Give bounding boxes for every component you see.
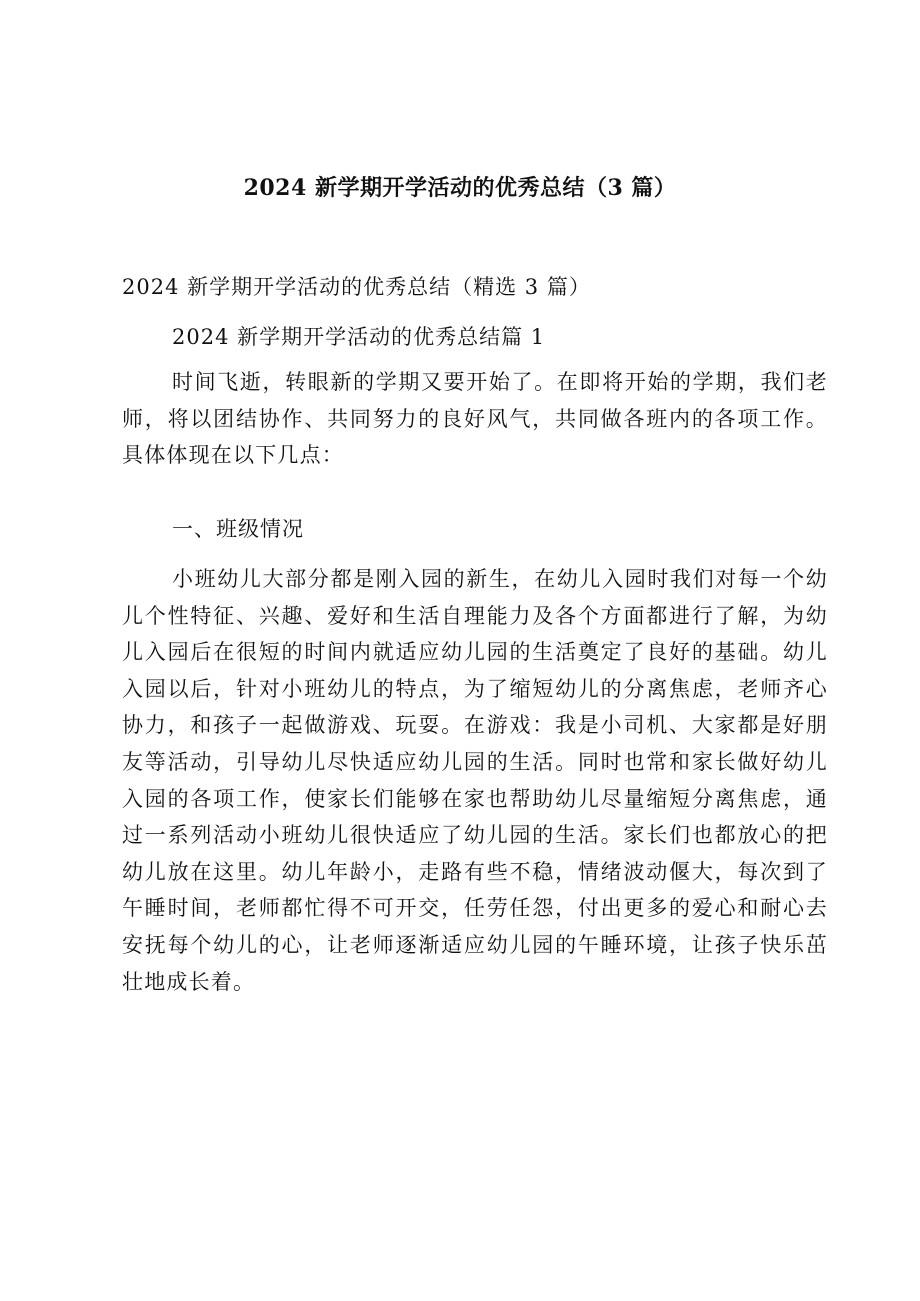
document-subtitle: 2024 新学期开学活动的优秀总结（精选 3 篇） [122,275,591,299]
intro-paragraph: 时间飞逝，转眼新的学期又要开始了。在即将开始的学期，我们老师，将以团结协作、共同努力的良好风气，共同做各班内的各项工作。具体体现在以下几点： [122,370,828,468]
subheading-class-situation: 一、班级情况 [172,517,304,541]
section-heading: 2024 新学期开学活动的优秀总结篇 1 [172,325,546,349]
document-title: 2024 新学期开学活动的优秀总结（3 篇） [243,175,677,201]
body-paragraph: 小班幼儿大部分都是刚入园的新生，在幼儿入园时我们对每一个幼儿个性特征、兴趣、爱好和生活自理能力及各个方面都进行了解，为幼儿入园后在很短的时间内就适应幼儿园的生活奠定了良好的基础。幼儿入园以后，针对小班幼儿的特点，为了缩短幼儿的分离焦虑，老师齐心协力，和孩子一起做游戏、玩耍。在游戏：我是小司机、大家都是好朋友等活动，引导幼儿尽快适应幼儿园的生活。同时也常和家长做好幼儿入园的各项工作，使家长们能够在家也帮助幼儿尽量缩短分离焦虑，通过一系列活动小班幼儿很快适应了幼儿园的生活。家长们也都放心的把幼儿放在这里。幼儿年龄小，走路有些不稳，情绪波动偃大，每次到了午睡时间，老师都忙得不可开交，任劳任怨，付出更多的爱心和耐心去安抚每个幼儿的心，让老师逐渐适应幼儿园的午睡环境，让孩子快乐茁壮地成长着。 [122,567,828,994]
